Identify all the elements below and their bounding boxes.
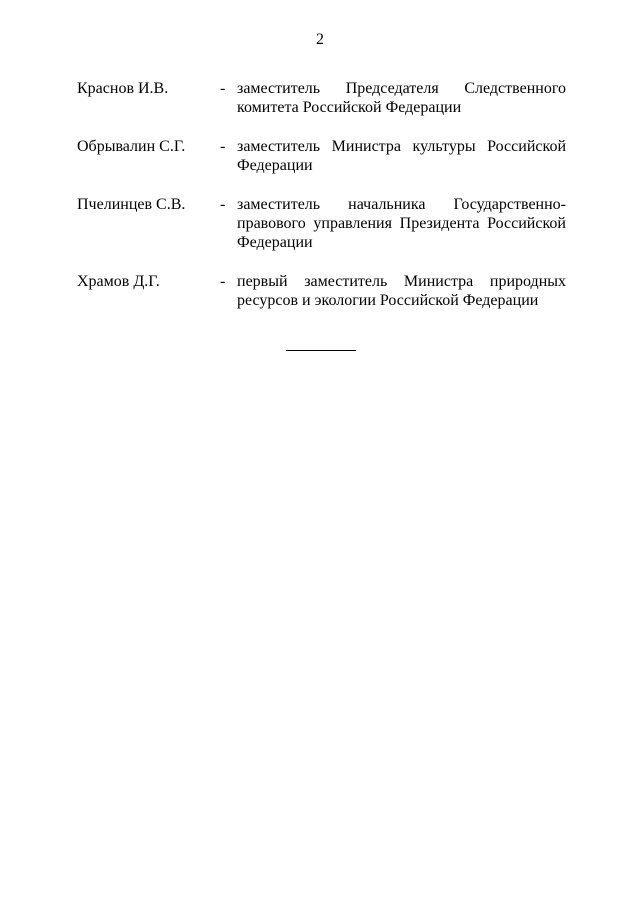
member-position: заместитель Председателя Следственного комитета Российской Федерации (237, 80, 566, 116)
member-position: первый заместитель Министра природных ресурсов и экологии Российской Федерации (237, 273, 566, 309)
member-entry (77, 195, 566, 252)
entry-dash: - (220, 196, 226, 213)
member-list (77, 79, 566, 310)
entry-dash: - (220, 80, 226, 97)
member-name: Пчелинцев С.В. (77, 196, 186, 213)
member-entry (77, 137, 566, 175)
page-number: 2 (316, 31, 324, 48)
member-name: Обрывалин С.Г. (77, 138, 186, 155)
entry-dash: - (220, 138, 226, 155)
member-position: заместитель начальника Государственно-правового управления Президента Российской Федерации (237, 196, 566, 251)
member-entry (77, 79, 566, 117)
member-name: Храмов Д.Г. (77, 273, 160, 290)
member-name: Краснов И.В. (77, 80, 169, 97)
closing-divider (286, 350, 356, 351)
member-position: заместитель Министра культуры Российской Федерации (237, 138, 566, 174)
entry-dash: - (220, 273, 226, 290)
member-entry (77, 272, 566, 310)
